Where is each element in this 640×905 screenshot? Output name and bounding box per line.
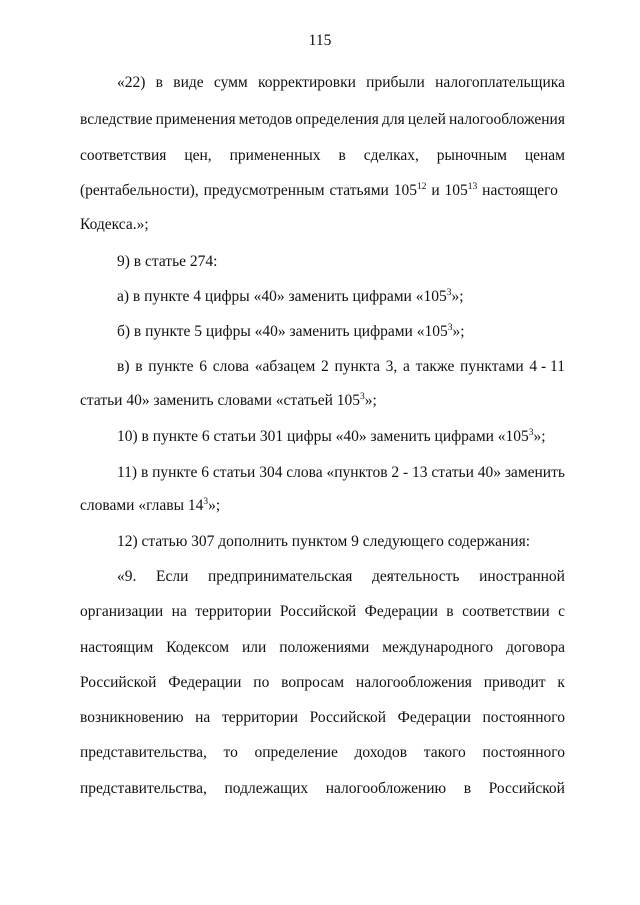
word: пункта [334,358,380,375]
text-line [117,427,565,447]
word: в [463,780,472,797]
text-fragment: и 105 [426,182,468,199]
word: налогообложения [449,111,565,128]
text-line [80,743,565,763]
text-line [80,110,565,130]
word: доходов [354,744,408,761]
word: Российской [80,674,157,691]
text-line [80,673,565,693]
word: слова [212,358,250,375]
word: к [557,674,565,691]
word: то [223,744,238,761]
text-fragment: »; [451,288,464,305]
text-fragment: б) в пункте 5 цифры «40» заменить цифрами «105 [117,323,448,340]
superscript: 3 [447,323,453,333]
word: статьи [431,464,474,481]
word: международного [382,639,494,656]
word: 3, [385,358,398,375]
word: 6 [201,464,210,481]
word: Федерации [168,674,242,691]
word: в [140,464,149,481]
word: вследствие [80,111,153,128]
word: представительства, [80,780,207,797]
word: целей [407,111,446,128]
word: налогоплательщика [435,74,565,91]
text-line [80,146,565,166]
word: а [402,358,410,375]
word: «абзацем [254,358,316,375]
word: примененных [229,147,321,164]
word: территории [195,603,272,620]
word: 2 - 13 [391,464,428,481]
word: сделках, [363,147,419,164]
word: иностранной [479,568,565,585]
superscript: 3 [360,392,365,402]
word: налогообложения [355,674,472,691]
word: Российской [488,780,565,797]
word: Федерации [364,603,438,620]
word: или [241,639,267,656]
text-line [80,779,565,799]
superscript: 3 [528,428,534,438]
word: рыночным [436,147,507,164]
word: соответствии [462,603,550,620]
word: возникновению [80,709,184,726]
word: методов [238,111,293,128]
text-fragment: (рентабельности), предусмотренным статьями 105 [80,182,417,199]
word: в [155,74,163,91]
word: деятельность [372,568,460,585]
word: 2 [320,358,329,375]
word: в) [117,358,130,375]
text-line [117,567,565,587]
text-fragment: »; [533,428,546,445]
word: Российской [309,709,387,726]
word: пункте [148,358,194,375]
word: 11) [117,464,138,481]
word: договора [506,639,565,656]
text-line [80,602,565,622]
word: прибыли [366,74,425,91]
text-line [117,357,565,377]
superscript: 3 [446,288,452,298]
text-fragment: настоящего [477,182,558,199]
word: 6 [199,358,207,375]
text-line [80,708,565,728]
word: пункте [152,464,198,481]
word: сумм [213,74,248,91]
text-fragment: »; [208,497,221,514]
word: ценам [524,147,565,164]
word: организации [80,603,164,620]
text-line [117,322,565,342]
word: такого [423,744,466,761]
word: налогообложению [325,780,447,797]
word: Кодексом [166,639,230,656]
word: определения [295,111,379,128]
text-line: 9) в статье 274: [117,253,218,270]
word: определение [254,744,338,761]
word: настоящим [80,639,154,656]
word: в [338,147,346,164]
word: «22) [117,74,146,91]
word: постоянного [482,744,565,761]
word: постоянного [482,709,565,726]
superscript: 13 [467,182,478,192]
text-fragment: а) в пункте 4 цифры «40» заменить цифрами «105 [117,288,447,305]
text-line [117,73,565,93]
word: статьи [212,464,256,481]
text-line [80,391,565,411]
word: соответствия [80,147,167,164]
word: Федерации [397,709,471,726]
word: в [135,358,143,375]
word: 4 - 11 [529,358,565,375]
word: цен, [184,147,212,164]
word: для [381,111,405,128]
word: корректировки [257,74,356,91]
text-fragment: »; [452,323,465,340]
word: на [171,603,187,620]
text-fragment: статьи 40» заменить словами «статьей 105 [80,392,361,409]
word: на [195,709,211,726]
superscript: 3 [203,497,209,507]
text-fragment: словами «главы 14 [80,497,204,514]
text-line: 12) статью 307 дополнить пунктом 9 следующего содержания: [117,533,531,550]
word: 304 [259,464,283,481]
text-line: Кодекса.»; [80,216,149,233]
word: по [253,674,270,691]
word: территории [221,709,299,726]
word: «пунктов [326,464,388,481]
word: предпринимательская [208,568,353,585]
text-line [80,638,565,658]
word: «9. [117,568,137,585]
text-line [80,496,565,516]
page-number: 115 [308,32,332,49]
word: Российской [279,603,357,620]
text-fragment: »; [364,392,377,409]
word: представительства, [80,744,207,761]
word: применения [155,111,236,128]
superscript: 12 [416,182,427,192]
word: приводит [483,674,546,691]
word: заменить [504,464,565,481]
text-line [117,463,565,483]
word: виде [173,74,204,91]
word: подлежащих [224,780,309,797]
word: в [446,603,454,620]
word: вопросам [281,674,345,691]
word: пунктами [460,358,524,375]
word: с [558,603,565,620]
text-line [80,181,565,201]
text-line [117,287,565,307]
word: Если [156,568,189,585]
word: слова [286,464,323,481]
word: также [415,358,455,375]
text-fragment: 10) в пункте 6 статьи 301 цифры «40» заменить цифрами «105 [117,428,529,445]
word: положениями [279,639,370,656]
word: 40» [477,464,501,481]
